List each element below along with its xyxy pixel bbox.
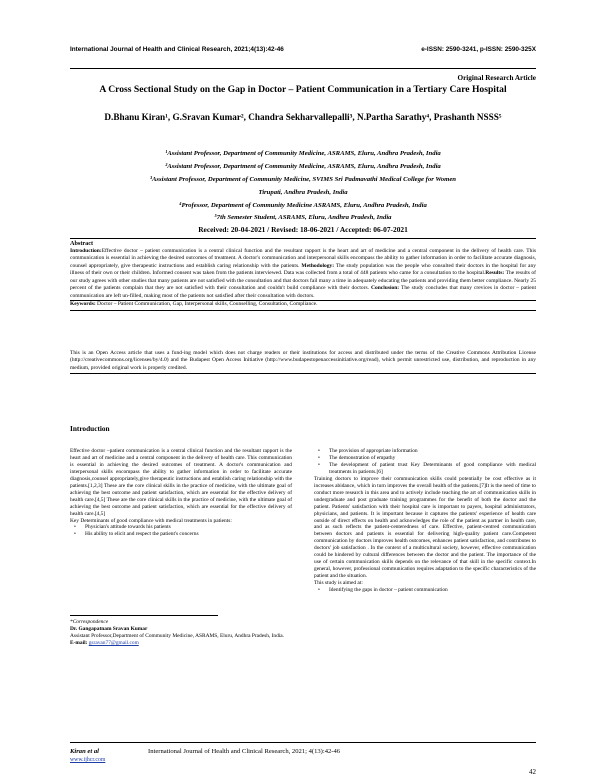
bullet-icon: • [318,461,320,468]
author-list: D.Bhanu Kiran¹, G.Sravan Kumar², Chandra Sekharvallepalli³, N.Partha Sarathy⁴, Prashanth NSSS⁵ [104,112,502,122]
email-label: E-mail: [70,640,88,646]
footnote-rule [70,615,218,616]
intro-text: Effective doctor – patient communication is a central clinical function and the resultant rapport is the heart and art of medicine and a central component in the delivery of health care. This communication is essential in achieving the desired outcomes of treatment. A doctor's communication and interpersonal skills encompass the ability to gather information in order to facilitate accurate diagnosis, counsel appropriately, give therapeutic instructions and establish caring relationship with the patients. [70,247,536,269]
affiliation-4: ⁴Professor, Department of Community Medicine ASRAMS, Eluru, Andhra Pradesh, India [179,202,427,209]
list-item: • Identifying the gaps in doctor – patient communication [318,587,448,594]
intro-label: Introduction: [70,247,102,254]
list-item: • The provision of appropriate information [318,448,418,454]
list-item: • The development of patient trust Key Determinants of good compliance with medical treatments in patients.[6] [318,461,536,475]
affiliation-5: ⁵7th Semester Student, ASRAMS, Eluru, Andhra Pradesh, India [214,214,392,221]
footer-journal: International Journal of Health and Clinical Research, 2021; 4(13):42-46 [148,748,341,755]
determinants-list [70,524,292,538]
method-text: The study population was the people who consulted their doctors in the hospital for any illness of their own or their children. Informed consent was taken from the patients interviewed. Data was collected from a total of 448 patients who came for a consultation to the hospital. [70,262,536,277]
header-rule [70,68,536,69]
correspondence-name: Dr. Gangapatnam Sravan Kumar [70,626,148,632]
intro-paragraph-1: Effective doctor –patient communication is a central clinical function and the resultant rapport is the heart and art of medicine and a central component in the delivery of health care. This communication is essential in achieving the desired outcomes of treatment. A doctor's communication and interpersonal skills encompass the ability to gather information in order to facilitate accurate diagnosis,counsel appropriately,give therapeutic instructions and establish caring relationship with the patients.[1,2,3] These are the core clinical skills in the practice of medicine, with the ultimate goal of achieving the best outcome and patient satisfaction, which are essential for the effective delivery of health care.[4,5] These are the core clinical skills in the practice of medicine, with the ultimate goal of achieving the best outcome and patient satisfaction, which are essential for the effective delivery of health care.[4,5] [70,448,292,517]
affiliation-1: ¹Assistant Professor, Department of Community Medicine, ASRAMS, Eluru, Andhra Pradesh, India [165,150,441,157]
bullet-icon: • [74,531,76,538]
bullet-icon: • [318,587,320,594]
issn: e-ISSN: 2590-3241, p-ISSN: 2590-325X [421,46,536,53]
submission-dates: Received: 20-04-2021 / Revised: 18-06-2021 / Accepted: 06-07-2021 [198,225,408,234]
email-link[interactable]: gsravan77@gmail.com [88,640,139,646]
left-column [70,448,292,538]
aims-list [314,587,536,594]
correspondence-address: Assistant Professor,Department of Community Medicine, ASRAMS, Eluru, Andhra Pradesh, India. [70,633,285,639]
abstract-heading: Abstract [70,240,94,247]
bullet-icon: • [318,454,320,461]
list-item: • The demonstration of empathy [318,454,396,461]
open-access-notice: This is an Open Access article that uses a fund-ing model which does not charge readers or their institutions for access and distributed under the terms of the Creative Commons Attribution License (http://creativecommons.org/licenses/by/4.0) and the Budapest Open Access Initiative (http://www.budapestopenaccessinitiative.org/read), which permit unrestricted use, distribution, and reproduction in any medium, provided original work is properly credited. [70,350,536,374]
list-item: • His ability to elicit and respect the patient's concerns [74,531,199,538]
conclusion-label: Conclusion: [371,285,400,292]
affiliation-2: ²Assistant Professor, Department of Community Medicine, ASRAMS, Eluru, Andhra Pradesh, India [165,163,441,170]
bullet-icon: • [74,524,76,531]
keywords [70,300,536,309]
footer-website-link[interactable]: www.ijhcr.com [70,757,106,763]
keywords-text: Doctor – Patient Communication, Gap, Interpersonal skills, Counselling, Consultation, Compliance. [97,301,318,308]
abstract-body [70,248,536,301]
section-heading-introduction: Introduction [70,424,110,433]
method-label: Methodology: [301,262,335,269]
journal-citation: International Journal of Health and Clinical Research, 2021;4(13):42-46 [70,46,284,53]
conclusion-text: The study concludes that many crevices in doctor – patient communication are left un-filled, making most of the patients not satisfied after their consultation with doctors. [70,285,536,299]
page-number: 42 [529,768,536,776]
right-column [314,448,536,594]
list-item: • Physician's attitude towards his patients [74,524,171,531]
abstract-box [70,238,536,311]
aim-intro: This study is aimed at: [314,580,363,587]
correspondence [70,619,292,647]
results-text: The results of our study agrees with other studies that many patients are not satisfied with the consultation and that doctors fail many a time in adequately educating the patients and providing them better compliance. Nearly 25 percent of the patients complain that they are not satisfied with their consultation and couldn't build compliance with their doctors. [70,270,536,292]
body-paragraph: Training doctors to improve their communication skills could potentially be cost effective as it increases abidance, which in turn improves the overall health of the patients.[7]It is the need of time to conduct more research in this area and to actively include teaching the art of communication skills in undergraduate and post graduate training programmes for the benefit of both the doctor and the patient. Patients' satisfaction with their hospital care is important to payers, hospital administrators, physicians, and patients. It is important because it captures the patients' experience of health care outside of direct effects on health and acknowledges the role of the patient as partner in health care, and as such reflects the patient-centeredness of care. Effective, patient-centred communication between doctors and patients is essential for delivering high-quality patient care.Competent communication by doctors improves health outcomes, enhances patient satisfaction, and contributes to doctors' job satisfaction . In the context of a multicultural society, however, effective communication could be hindered by cultural differences between the doctor and the patient. The importance of the use of certain communication skills depends on the relevance of that skill in the specific context.In general, however, professional communication requires adaptation to the specific characteristics of the patient and the situation. [314,475,536,580]
correspondence-heading: *Correspondence [70,619,109,625]
results-label: Results: [485,270,505,277]
intro-paragraph-2: Key Determinants of good compliance with medical treatments in patients: [70,517,232,524]
keywords-label: Keywords: [70,301,96,308]
determinants-list-cont [314,448,536,476]
bullet-icon: • [318,448,320,454]
affiliation-3-cont: Tirupati, Andhra Pradesh, India [258,189,348,196]
affiliation-3: ³Assistant Professor, Department of Community Medicine, SVIMS Sri Padmavathi Medical College for Women [149,176,457,183]
footer-rule [70,742,536,743]
paper-title: A Cross Sectional Study on the Gap in Doctor – Patient Communication in a Tertiary Care Hospital [99,84,507,95]
footer-author: Kiran et al [70,748,99,755]
article-type: Original Research Article [457,74,536,82]
